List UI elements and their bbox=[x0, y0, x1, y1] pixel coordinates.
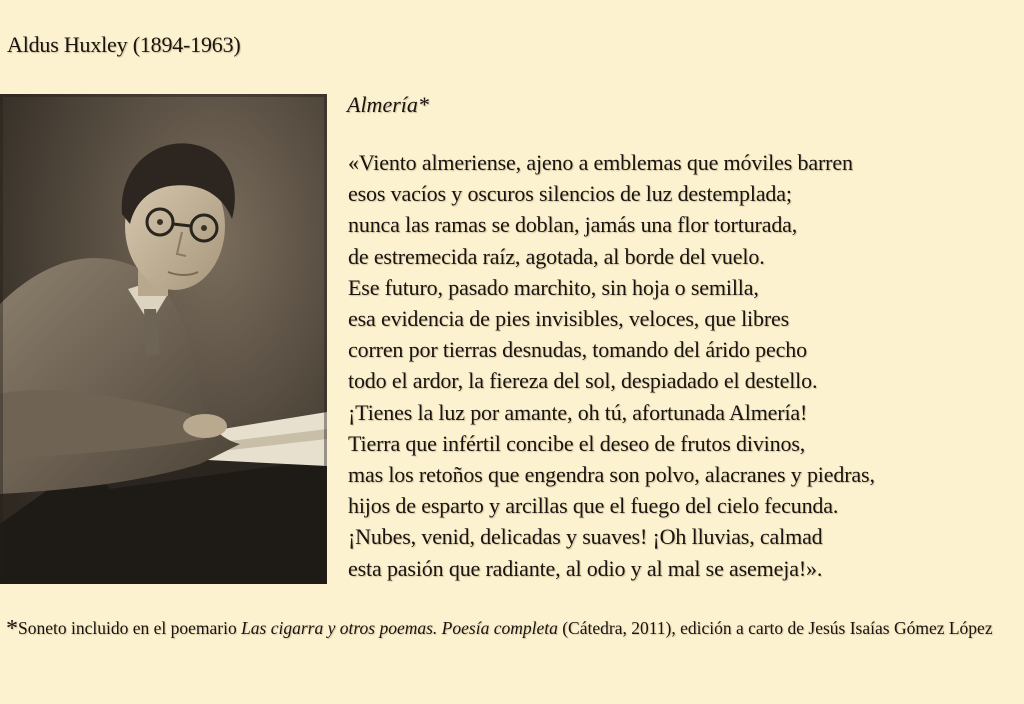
poem-line: nunca las ramas se doblan, jamás una flor torturada, bbox=[348, 212, 798, 238]
author-heading: Aldus Huxley (1894-1963) bbox=[7, 32, 241, 57]
footnote-suffix: (Cátedra, 2011), edición a carto de Jesús Isaías Gómez López bbox=[557, 618, 993, 638]
poem-line: ¡Tienes la luz por amante, oh tú, afortunada Almería! bbox=[348, 399, 808, 425]
poem-line: esos vacíos y oscuros silencios de luz destemplada; bbox=[348, 181, 792, 207]
poem-line: «Viento almeriense, ajeno a emblemas que móviles barren bbox=[348, 150, 853, 175]
poem-line: mas los retoños que engendra son polvo, alacranes y piedras, bbox=[348, 462, 875, 488]
footnote-asterisk: * bbox=[6, 616, 18, 642]
poem-body bbox=[348, 147, 1018, 584]
footnote bbox=[6, 614, 1016, 643]
poem-title: Almería* bbox=[347, 92, 429, 117]
poem-line: todo el ardor, la fiereza del sol, despiadado el destello. bbox=[348, 368, 818, 394]
footnote-prefix: Soneto incluido en el poemario bbox=[18, 618, 242, 638]
poem-line: ¡Nubes, venid, delicadas y suaves! ¡Oh lluvias, calmad bbox=[348, 524, 823, 550]
author-portrait-photo bbox=[0, 94, 327, 584]
poem-line: corren por tierras desnudas, tomando del árido pecho bbox=[348, 337, 807, 363]
footnote-book-title: Las cigarra y otros poemas. Poesía completa bbox=[241, 618, 558, 638]
poem-line: Ese futuro, pasado marchito, sin hoja o semilla, bbox=[348, 274, 759, 300]
poem-line: hijos de esparto y arcillas que el fuego del cielo fecunda. bbox=[348, 493, 839, 519]
poem-line: de estremecida raíz, agotada, al borde del vuelo. bbox=[348, 243, 765, 269]
poem-line: esta pasión que radiante, al odio y al mal se asemeja!». bbox=[348, 555, 823, 581]
poem-line: esa evidencia de pies invisibles, veloces, que libres bbox=[348, 306, 790, 332]
poem-line: Tierra que infértil concibe el deseo de frutos divinos, bbox=[348, 430, 806, 456]
